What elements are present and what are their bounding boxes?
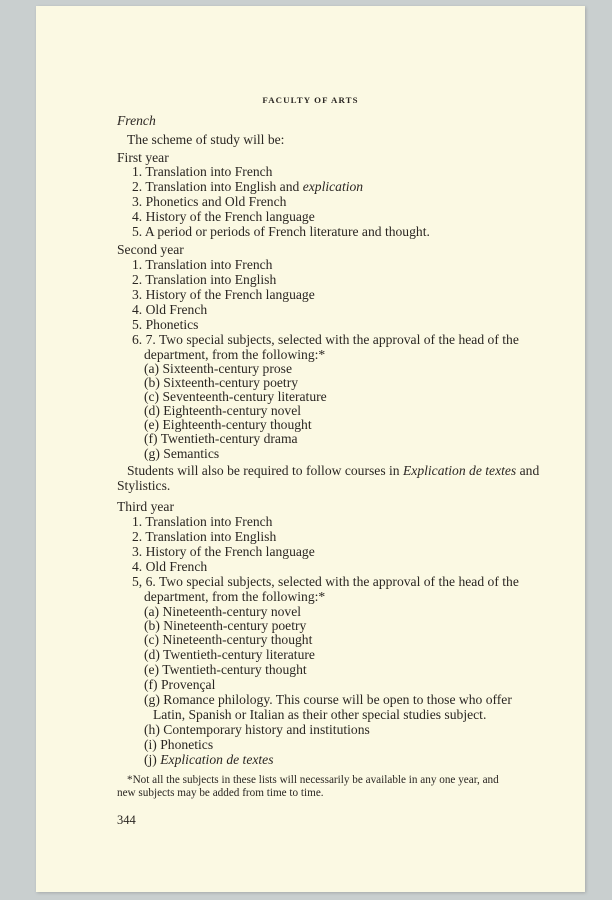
item-number: 4. [132, 559, 143, 574]
subject-letter: (f) [144, 431, 158, 446]
item-number: 3. [132, 544, 143, 559]
section-title: French [117, 113, 156, 128]
list-item [132, 272, 276, 287]
list-item [132, 257, 272, 272]
subject-text: Provençal [161, 677, 216, 692]
list-item-continuation: department, from the following:* [144, 589, 326, 604]
item-text: Two special subjects, selected with the approval of the head of the [158, 332, 519, 347]
item-text: Translation into English [145, 272, 277, 287]
subject-item [144, 692, 512, 707]
subject-text: Romance philology. This course will be open to those who offer [163, 692, 512, 707]
item-text: Old French [145, 559, 208, 574]
item-text: Phonetics [145, 317, 199, 332]
subject-item [144, 737, 213, 752]
subject-item [144, 375, 298, 390]
item-number: 1. [132, 257, 143, 272]
list-item [132, 317, 198, 332]
subject-item [144, 722, 370, 737]
subject-text: Twentieth-century literature [163, 647, 315, 662]
item-text: Translation into French [145, 514, 273, 529]
subject-text: Eighteenth-century novel [163, 403, 302, 418]
list-item [132, 332, 519, 347]
subject-letter: (f) [144, 677, 158, 692]
item-text: History of the French language [145, 287, 315, 302]
subject-text: Eighteenth-century thought [162, 417, 312, 432]
subject-letter: (e) [144, 417, 160, 432]
subject-letter: (c) [144, 632, 160, 647]
list-item [132, 287, 315, 302]
second-year-note [127, 463, 539, 478]
subject-item-continuation: Latin, Spanish or Italian as their other special studies subject. [153, 707, 487, 722]
subject-item [144, 752, 274, 767]
item-number: 5, 6. [132, 574, 156, 589]
subject-letter: (g) [144, 446, 160, 461]
subject-item [144, 662, 307, 677]
subject-text: Nineteenth-century thought [162, 632, 313, 647]
subject-item [144, 389, 327, 404]
subject-letter: (i) [144, 737, 157, 752]
subject-letter: (e) [144, 662, 160, 677]
subject-item [144, 403, 301, 418]
list-item [132, 302, 207, 317]
item-number: 2. [132, 272, 143, 287]
subject-text: Nineteenth-century poetry [163, 618, 307, 633]
subject-text: Sixteenth-century poetry [163, 375, 299, 390]
item-text: Translation into English and [145, 179, 303, 194]
document-page [36, 6, 585, 892]
subject-letter: (d) [144, 403, 160, 418]
page-number: 344 [117, 813, 136, 827]
subject-text: Contemporary history and institutions [163, 722, 370, 737]
subject-item [144, 604, 301, 619]
subject-letter: (b) [144, 618, 160, 633]
item-number: 3. [132, 287, 143, 302]
item-text: Translation into English [145, 529, 277, 544]
subject-item [144, 417, 312, 432]
running-header: FACULTY OF ARTS [262, 95, 359, 105]
second-year-heading: Second year [117, 242, 184, 257]
list-item [132, 194, 286, 209]
item-number: 4. [132, 302, 143, 317]
subject-text: Semantics [163, 446, 220, 461]
subject-item [144, 361, 292, 376]
list-item [132, 179, 363, 194]
note-text: Students will also be required to follow courses in [127, 463, 403, 478]
subject-letter: (a) [144, 604, 160, 619]
list-item [132, 529, 276, 544]
subject-item [144, 632, 312, 647]
note-text: and [516, 463, 540, 478]
subject-text: Nineteenth-century novel [162, 604, 302, 619]
subject-letter: (h) [144, 722, 160, 737]
footnote-line: *Not all the subjects in these lists will necessarily be available in any one year, and [127, 774, 499, 786]
subject-letter: (a) [144, 361, 160, 376]
item-text: Phonetics and Old French [145, 194, 287, 209]
subject-letter: (c) [144, 389, 160, 404]
list-item [132, 574, 519, 589]
item-number: 5. [132, 224, 143, 239]
subject-text: Twentieth-century thought [162, 662, 307, 677]
subject-item [144, 431, 298, 446]
list-item [132, 514, 272, 529]
subject-item [144, 446, 219, 461]
item-text-italic: explication [302, 179, 364, 194]
list-item [132, 559, 207, 574]
subject-letter: (j) [144, 752, 157, 767]
subject-text: Phonetics [160, 737, 214, 752]
item-number: 4. [132, 209, 143, 224]
item-number: 2. [132, 179, 143, 194]
subject-item [144, 677, 215, 692]
subject-item [144, 618, 306, 633]
intro-text: The scheme of study will be: [127, 132, 285, 147]
item-text: Two special subjects, selected with the approval of the head of the [158, 574, 519, 589]
item-text: History of the French language [145, 209, 315, 224]
subject-text: Sixteenth-century prose [162, 361, 292, 376]
item-number: 2. [132, 529, 143, 544]
list-item [132, 544, 315, 559]
second-year-note-continuation: Stylistics. [117, 478, 171, 493]
item-text: Translation into French [145, 164, 273, 179]
item-number: 1. [132, 164, 143, 179]
item-number: 6. 7. [132, 332, 156, 347]
first-year-heading: First year [117, 150, 169, 165]
subject-text: Seventeenth-century literature [162, 389, 327, 404]
third-year-heading: Third year [117, 499, 174, 514]
list-item [132, 209, 315, 224]
subject-text: Explication de textes [160, 752, 274, 767]
subject-letter: (b) [144, 375, 160, 390]
footnote-line: new subjects may be added from time to time. [117, 787, 324, 799]
subject-letter: (g) [144, 692, 160, 707]
item-text: Old French [145, 302, 208, 317]
list-item-continuation: department, from the following:* [144, 347, 326, 362]
subject-item [144, 647, 315, 662]
item-number: 1. [132, 514, 143, 529]
note-text-italic: Explication de textes [402, 463, 517, 478]
item-number: 5. [132, 317, 143, 332]
list-item [132, 224, 430, 239]
subject-text: Twentieth-century drama [160, 431, 298, 446]
list-item [132, 164, 272, 179]
item-number: 3. [132, 194, 143, 209]
item-text: History of the French language [145, 544, 315, 559]
subject-letter: (d) [144, 647, 160, 662]
item-text: Translation into French [145, 257, 273, 272]
item-text: A period or periods of French literature and thought. [144, 224, 430, 239]
